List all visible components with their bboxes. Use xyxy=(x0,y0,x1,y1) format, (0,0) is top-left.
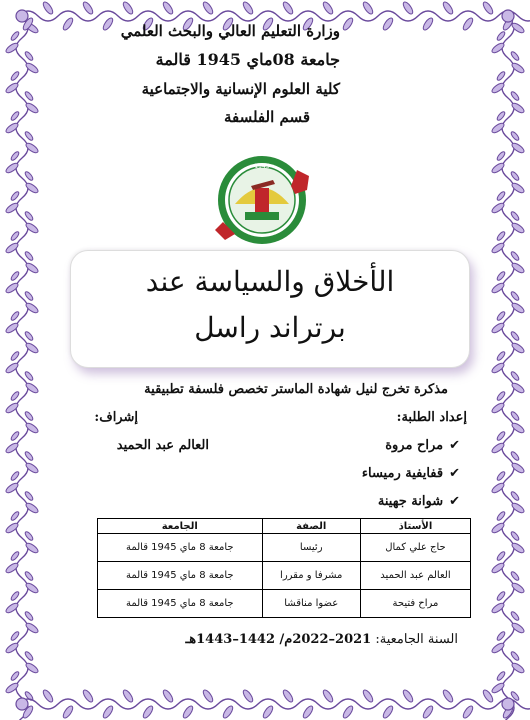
thesis-title-box xyxy=(70,250,470,368)
prepared-by-label: إعداد الطلبة: xyxy=(396,410,467,425)
check-icon: ✔ xyxy=(449,466,460,481)
table-cell: رئيسا xyxy=(262,534,360,562)
university-seal-logo xyxy=(215,150,309,246)
column-header-professor: الأستاذ xyxy=(360,519,470,534)
student-item: ✔مراح مروة xyxy=(385,438,460,453)
table-row xyxy=(98,534,471,562)
column-header-role: الصفة xyxy=(262,519,360,534)
supervisor-name: العالم عبد الحميد xyxy=(116,438,209,453)
table-cell: مراح فتيحة xyxy=(360,590,470,618)
table-cell: حاج علي كمال xyxy=(360,534,470,562)
table-cell: جامعة 8 ماي 1945 قالمة xyxy=(98,534,263,562)
table-row xyxy=(98,590,471,618)
thesis-title-line-2: برتراند راسل xyxy=(194,311,346,344)
jury-table xyxy=(97,518,471,618)
table-cell: مشرفا و مقررا xyxy=(262,562,360,590)
faculty-line: كلية العلوم الإنسانية والاجتماعية xyxy=(141,80,340,98)
column-header-university: الجامعة xyxy=(98,519,263,534)
thesis-title-line-1: الأخلاق والسياسة عند xyxy=(145,265,395,298)
table-header-row xyxy=(98,519,471,534)
academic-year-value: 2021–2022م/ 1442–1443هـ xyxy=(185,632,372,647)
check-icon: ✔ xyxy=(449,494,460,509)
table-cell: جامعة 8 ماي 1945 قالمة xyxy=(98,590,263,618)
table-cell: العالم عبد الحميد xyxy=(360,562,470,590)
table-cell: جامعة 8 ماي 1945 قالمة xyxy=(98,562,263,590)
check-icon: ✔ xyxy=(449,438,460,453)
svg-text:1945: 1945 xyxy=(254,163,270,170)
academic-year-label: السنة الجامعية: xyxy=(375,632,458,647)
student-item: ✔قفايفية رميساء xyxy=(361,466,460,481)
department-line: قسم الفلسفة xyxy=(223,108,310,126)
supervision-label: إشراف: xyxy=(94,410,138,425)
table-row xyxy=(98,562,471,590)
table-cell: عضوا مناقشا xyxy=(262,590,360,618)
ministry-line: وزارة التعليم العالي والبحث العلمي xyxy=(120,22,340,40)
university-line: جامعة 08ماي 1945 قالمة xyxy=(155,50,340,69)
student-item: ✔شوانة جهينة xyxy=(377,494,460,509)
thesis-subtitle: مذكرة تخرج لنيل شهادة الماستر تخصص فلسفة تطبيقية xyxy=(144,382,448,397)
academic-year xyxy=(185,632,458,647)
